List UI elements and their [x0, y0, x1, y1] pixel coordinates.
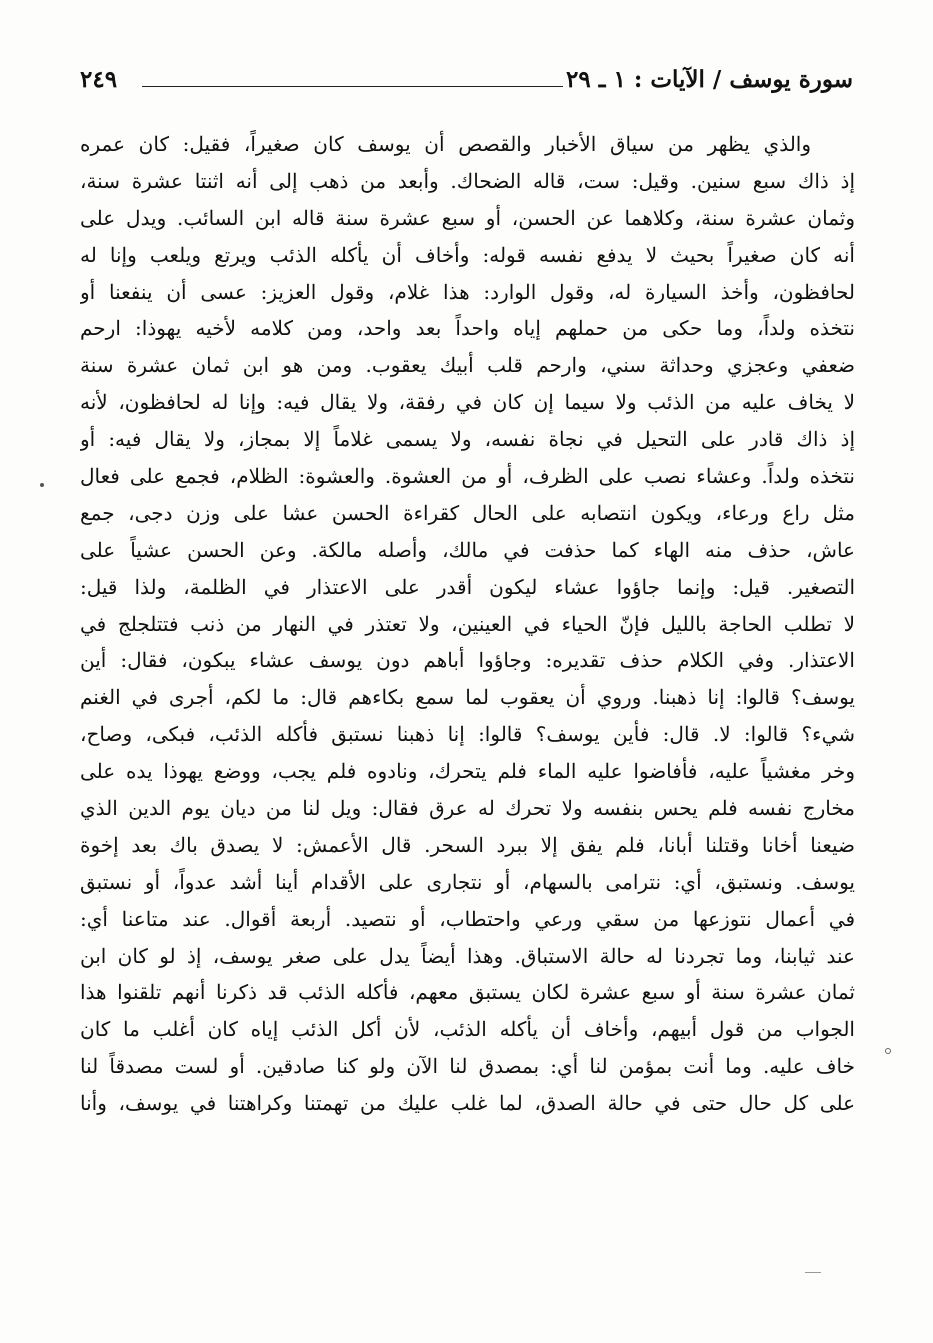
text-line: وخر مغشياً عليه، فأفاضوا عليه الماء فلم يتحرك، ونادوه فلم يجب، ووضع يهوذا يده على: [80, 759, 855, 784]
text-line: وثمان عشرة سنة، وكلاهما عن الحسن، أو سبع عشرة سنة قاله ابن السائب. ويدل على: [80, 205, 855, 230]
running-header: [80, 62, 853, 98]
text-line: على كل حال حتى في حالة الصدق، لما غلب عليك من تهمتنا وكراهتنا في يوسف، وأنا: [80, 1091, 855, 1116]
header-title: سورة يوسف / الآيات : ١ ـ ٢٩: [565, 66, 853, 93]
text-line: عند ثيابنا، وما تجردنا له حالة الاستباق. وهذا أيضاً يدل على صغر يوسف، إذ لو كان ابن: [80, 943, 855, 968]
text-line: التصغير. قيل: وإنما جاؤوا عشاء ليكون أقدر على الاعتذار في الظلمة، ولذا قيل:: [80, 574, 855, 599]
text-line: ضعفي وعجزي وحداثة سني، وارحم قلب أبيك يعقوب. ومن هو ابن ثمان عشرة سنة: [80, 353, 855, 378]
text-line: شيء؟ قالوا: لا. قال: فأين يوسف؟ قالوا: إنا ذهبنا نستبق فأكله الذئب، فبكى، وصاح،: [80, 722, 855, 747]
text-line: مخارج نفسه فلم يحس بنفسه ولا تحرك له عرق فقال: ويل لنا من ديان يوم الدين الذي: [80, 796, 855, 821]
text-line: خاف عليه. وما أنت بمؤمن لنا أي: بمصدق لنا الآن ولو كنا صادقين. أو لست مصدقاً لنا: [80, 1054, 855, 1079]
text-line: إذ ذاك سبع سنين. وقيل: ست، قاله الضحاك. وأبعد من ذهب إلى أنه اثنتا عشرة سنة،: [80, 168, 855, 193]
text-line: لا تطلب الحاجة بالليل فإنّ الحياء في العينين، ولا تعتذر في النهار من ذنب فتتلجلج في: [80, 611, 855, 636]
text-line: ضيعنا أخانا وقتلنا أبانا، فلم يفق إلا ببرد السحر. قال الأعمش: لا يصدق باك بعد إخوة: [80, 832, 855, 857]
page-number: ٢٤٩: [80, 66, 118, 93]
text-line: لا يخاف عليه من الذئب ولا سيما إن كان في رفقة، ولا يقال فيه: وإنا له لحافظون، لأنه: [80, 390, 855, 415]
text-line: الاعتذار. وفي الكلام حذف تقديره: وجاؤوا أباهم دون يوسف عشاء يبكون، فقال: أين: [80, 648, 855, 673]
text-line: ثمان عشرة سنة أو سبع عشرة لكان يستبق معهم، فأكله الذئب قد ذكرنا أنهم تلقنوا هذا: [80, 980, 855, 1005]
body-text: [80, 126, 855, 1122]
text-line: نتخذه ولداً، وما حكى من حملهم إياه واحداً بعد واحد، ومن كلامه لأخيه يهوذا: ارحم: [80, 316, 855, 341]
text-line: يوسف. ونستبق، أي: نترامى بالسهام، أو نتجارى على الأقدام أينا أشد عدواً، أو نستبق: [80, 869, 855, 894]
scan-speck: [885, 1048, 891, 1054]
text-line: الجواب من قول أبيهم، وأخاف أن يأكله الذئب، لأن أكل الذئب إياه كان أغلب ما كان: [80, 1017, 855, 1042]
text-line: لحافظون، وأخذ السيارة له، وقول الوارد: هذا غلام، وقول العزيز: عسى أن ينفعنا أو: [80, 279, 855, 304]
scan-speck: [40, 483, 44, 487]
text-line: إذ ذاك قادر على التحيل في نجاة نفسه، ولا يسمى غلاماً إلا بمجاز، ولا يقال فيه: أو: [80, 427, 855, 452]
text-line: عاش، حذف منه الهاء كما حذفت في مالك، وأصله مالكة. وعن الحسن عشياً على: [80, 537, 855, 562]
text-line: أنه كان صغيراً بحيث لا يدفع نفسه قوله: وأخاف أن يأكله الذئب ويرتع ويلعب وإنا له: [80, 242, 855, 267]
header-rule: [142, 86, 563, 87]
text-line: مثل راع ورعاء، ويكون انتصابه على الحال كقراءة الحسن عشا على وزن دجى، جمع: [80, 500, 855, 525]
text-line: يوسف؟ قالوا: إنا ذهبنا. وروي أن يعقوب لما سمع بكاءهم قال: ما لكم، أجرى في الغنم: [80, 685, 855, 710]
scan-speck: [805, 1272, 821, 1273]
text-line: والذي يظهر من سياق الأخبار والقصص أن يوسف كان صغيراً، فقيل: كان عمره: [80, 132, 811, 156]
text-line: نتخذه ولداً. وعشاء نصب على الظرف، أو من العشوة. والعشوة: الظلام، فجمع على فعال: [80, 464, 855, 489]
text-line: في أعمال نتوزعها من سقي ورعي واحتطاب، أو نتصيد. أربعة أقوال. عند متاعنا أي:: [80, 906, 855, 931]
